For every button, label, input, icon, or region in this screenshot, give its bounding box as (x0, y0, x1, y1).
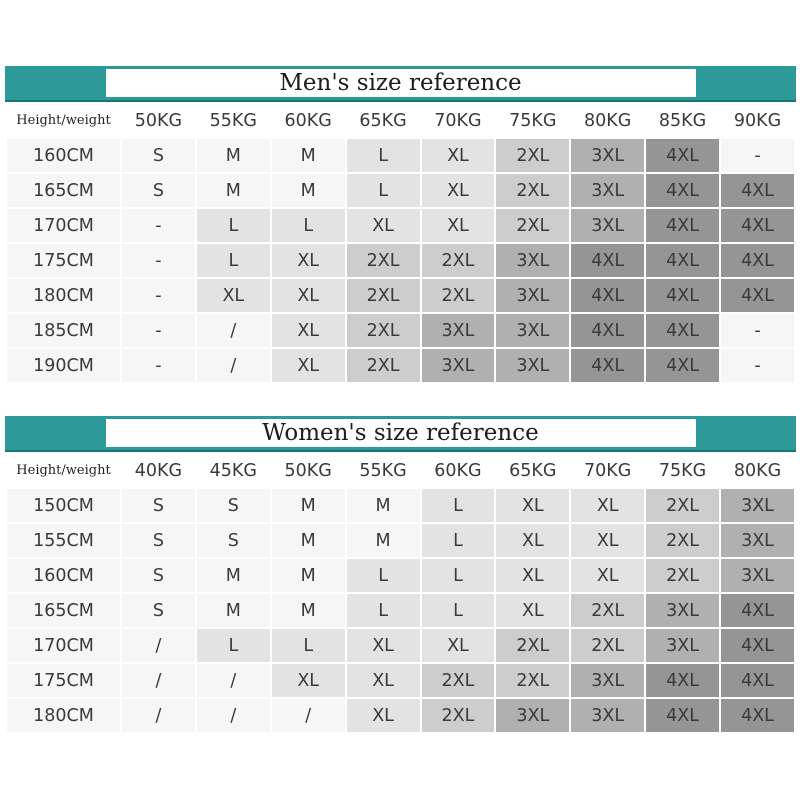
size-cell: 3XL (496, 349, 569, 382)
size-cell: 4XL (721, 664, 794, 697)
header-row (7, 104, 794, 137)
size-cell: 4XL (646, 279, 719, 312)
size-cell: 4XL (646, 139, 719, 172)
weight-header: 55KG (197, 104, 270, 137)
size-cell: / (122, 629, 195, 662)
weight-header: 70KG (422, 104, 495, 137)
size-cell: / (197, 664, 270, 697)
weight-header: 65KG (496, 454, 569, 487)
women-size-table (5, 452, 796, 734)
size-cell: L (347, 174, 420, 207)
size-cell: 2XL (571, 629, 644, 662)
weight-header: 60KG (422, 454, 495, 487)
size-cell: 3XL (721, 524, 794, 557)
size-cell: S (122, 559, 195, 592)
size-cell: 2XL (347, 349, 420, 382)
height-label: 155CM (7, 524, 120, 557)
size-cell: XL (496, 524, 569, 557)
size-cell: 3XL (721, 559, 794, 592)
size-cell: XL (272, 314, 345, 347)
weight-header: 85KG (646, 104, 719, 137)
weight-header: 50KG (272, 454, 345, 487)
size-cell: 2XL (646, 559, 719, 592)
weight-header: 70KG (571, 454, 644, 487)
size-cell: XL (571, 559, 644, 592)
size-cell: / (197, 349, 270, 382)
size-cell: 4XL (646, 244, 719, 277)
height-label: 150CM (7, 489, 120, 522)
size-cell: 3XL (571, 139, 644, 172)
height-label: 160CM (7, 139, 120, 172)
size-cell: / (197, 314, 270, 347)
size-cell: M (197, 594, 270, 627)
size-cell: 4XL (646, 174, 719, 207)
size-cell: 4XL (646, 349, 719, 382)
size-cell: XL (272, 244, 345, 277)
size-cell: XL (496, 489, 569, 522)
size-cell: S (122, 489, 195, 522)
size-cell: XL (571, 524, 644, 557)
weight-header: 65KG (347, 104, 420, 137)
size-cell: 2XL (422, 664, 495, 697)
size-cell: L (422, 559, 495, 592)
size-cell: XL (272, 664, 345, 697)
table-row (7, 139, 794, 172)
size-cell: - (122, 244, 195, 277)
size-cell: 3XL (571, 699, 644, 732)
size-cell: M (272, 559, 345, 592)
size-cell: S (197, 524, 270, 557)
size-cell: 3XL (571, 664, 644, 697)
size-cell: XL (347, 699, 420, 732)
size-cell: 4XL (571, 244, 644, 277)
weight-header: 55KG (347, 454, 420, 487)
size-cell: M (197, 559, 270, 592)
size-cell: / (122, 664, 195, 697)
size-cell: 2XL (496, 629, 569, 662)
men-title: Men's size reference (106, 69, 696, 97)
weight-header: 80KG (721, 454, 794, 487)
height-label: 175CM (7, 244, 120, 277)
size-cell: 2XL (496, 139, 569, 172)
size-cell: 3XL (721, 489, 794, 522)
table-row (7, 699, 794, 732)
size-cell: S (122, 139, 195, 172)
size-cell: 2XL (422, 279, 495, 312)
size-cell: XL (422, 629, 495, 662)
size-cell: M (272, 139, 345, 172)
size-cell: M (272, 489, 345, 522)
size-cell: 4XL (721, 699, 794, 732)
size-cell: - (122, 209, 195, 242)
size-cell: - (721, 314, 794, 347)
size-cell: 4XL (721, 279, 794, 312)
table-row (7, 349, 794, 382)
size-cell: 2XL (571, 594, 644, 627)
weight-header: 60KG (272, 104, 345, 137)
size-cell: M (272, 524, 345, 557)
size-cell: XL (197, 279, 270, 312)
size-cell: S (122, 524, 195, 557)
size-cell: 3XL (422, 314, 495, 347)
size-cell: 3XL (422, 349, 495, 382)
table-row (7, 559, 794, 592)
size-cell: L (197, 629, 270, 662)
size-cell: 3XL (646, 594, 719, 627)
size-cell: L (272, 209, 345, 242)
size-cell: L (197, 209, 270, 242)
size-cell: / (122, 699, 195, 732)
height-label: 190CM (7, 349, 120, 382)
size-cell: 4XL (721, 629, 794, 662)
size-cell: 2XL (347, 244, 420, 277)
size-cell: 4XL (721, 594, 794, 627)
size-cell: - (122, 279, 195, 312)
size-cell: S (122, 174, 195, 207)
size-cell: / (197, 699, 270, 732)
size-cell: 4XL (571, 349, 644, 382)
women-size-section (5, 416, 796, 734)
size-cell: L (422, 594, 495, 627)
size-cell: L (347, 594, 420, 627)
size-cell: M (272, 594, 345, 627)
size-cell: 3XL (496, 699, 569, 732)
size-cell: XL (347, 629, 420, 662)
size-cell: - (721, 349, 794, 382)
height-label: 175CM (7, 664, 120, 697)
table-row (7, 664, 794, 697)
size-cell: 2XL (646, 524, 719, 557)
height-label: 185CM (7, 314, 120, 347)
size-cell: 3XL (496, 279, 569, 312)
table-row (7, 279, 794, 312)
height-label: 180CM (7, 699, 120, 732)
size-cell: XL (422, 139, 495, 172)
size-cell: 4XL (571, 314, 644, 347)
size-cell: XL (571, 489, 644, 522)
size-cell: L (197, 244, 270, 277)
corner-label: Height/weight (7, 104, 120, 137)
size-cell: 2XL (496, 174, 569, 207)
size-cell: XL (347, 209, 420, 242)
table-row (7, 244, 794, 277)
size-cell: - (721, 139, 794, 172)
size-cell: L (347, 559, 420, 592)
size-cell: - (122, 349, 195, 382)
table-row (7, 524, 794, 557)
size-cell: 4XL (571, 279, 644, 312)
weight-header: 80KG (571, 104, 644, 137)
weight-header: 40KG (122, 454, 195, 487)
weight-header: 45KG (197, 454, 270, 487)
size-cell: 2XL (347, 314, 420, 347)
size-cell: 2XL (496, 209, 569, 242)
size-cell: 2XL (347, 279, 420, 312)
size-cell: 2XL (646, 489, 719, 522)
size-cell: L (272, 629, 345, 662)
size-cell: 2XL (422, 699, 495, 732)
table-row (7, 209, 794, 242)
size-cell: 4XL (721, 244, 794, 277)
weight-header: 90KG (721, 104, 794, 137)
size-cell: XL (422, 174, 495, 207)
table-row (7, 594, 794, 627)
size-cell: / (272, 699, 345, 732)
weight-header: 75KG (496, 104, 569, 137)
size-cell: 3XL (571, 174, 644, 207)
height-label: 160CM (7, 559, 120, 592)
size-cell: XL (496, 559, 569, 592)
men-size-table (5, 102, 796, 384)
size-cell: S (122, 594, 195, 627)
size-cell: 2XL (422, 244, 495, 277)
size-cell: XL (272, 279, 345, 312)
weight-header: 50KG (122, 104, 195, 137)
header-row (7, 454, 794, 487)
men-table-body (7, 104, 794, 382)
table-row (7, 174, 794, 207)
height-label: 170CM (7, 209, 120, 242)
size-cell: L (347, 139, 420, 172)
size-cell: 3XL (496, 314, 569, 347)
height-label: 180CM (7, 279, 120, 312)
table-row (7, 489, 794, 522)
size-cell: XL (496, 594, 569, 627)
men-title-banner (5, 66, 796, 102)
size-cell: XL (272, 349, 345, 382)
size-cell: 3XL (571, 209, 644, 242)
size-cell: M (197, 139, 270, 172)
size-cell: S (197, 489, 270, 522)
weight-header: 75KG (646, 454, 719, 487)
size-cell: 4XL (646, 314, 719, 347)
size-cell: - (122, 314, 195, 347)
size-cell: XL (422, 209, 495, 242)
size-cell: L (422, 489, 495, 522)
size-cell: M (347, 524, 420, 557)
size-cell: M (197, 174, 270, 207)
size-cell: 4XL (721, 209, 794, 242)
women-title-banner (5, 416, 796, 452)
table-row (7, 314, 794, 347)
women-title: Women's size reference (106, 419, 696, 447)
women-table-body (7, 454, 794, 732)
size-cell: M (272, 174, 345, 207)
height-label: 165CM (7, 174, 120, 207)
corner-label: Height/weight (7, 454, 120, 487)
height-label: 165CM (7, 594, 120, 627)
size-cell: 4XL (646, 664, 719, 697)
size-cell: 4XL (646, 209, 719, 242)
size-cell: L (422, 524, 495, 557)
size-cell: XL (347, 664, 420, 697)
men-size-section (5, 66, 796, 384)
size-cell: 4XL (721, 174, 794, 207)
height-label: 170CM (7, 629, 120, 662)
size-cell: 4XL (646, 699, 719, 732)
size-cell: 3XL (646, 629, 719, 662)
size-cell: M (347, 489, 420, 522)
size-cell: 3XL (496, 244, 569, 277)
size-cell: 2XL (496, 664, 569, 697)
table-row (7, 629, 794, 662)
